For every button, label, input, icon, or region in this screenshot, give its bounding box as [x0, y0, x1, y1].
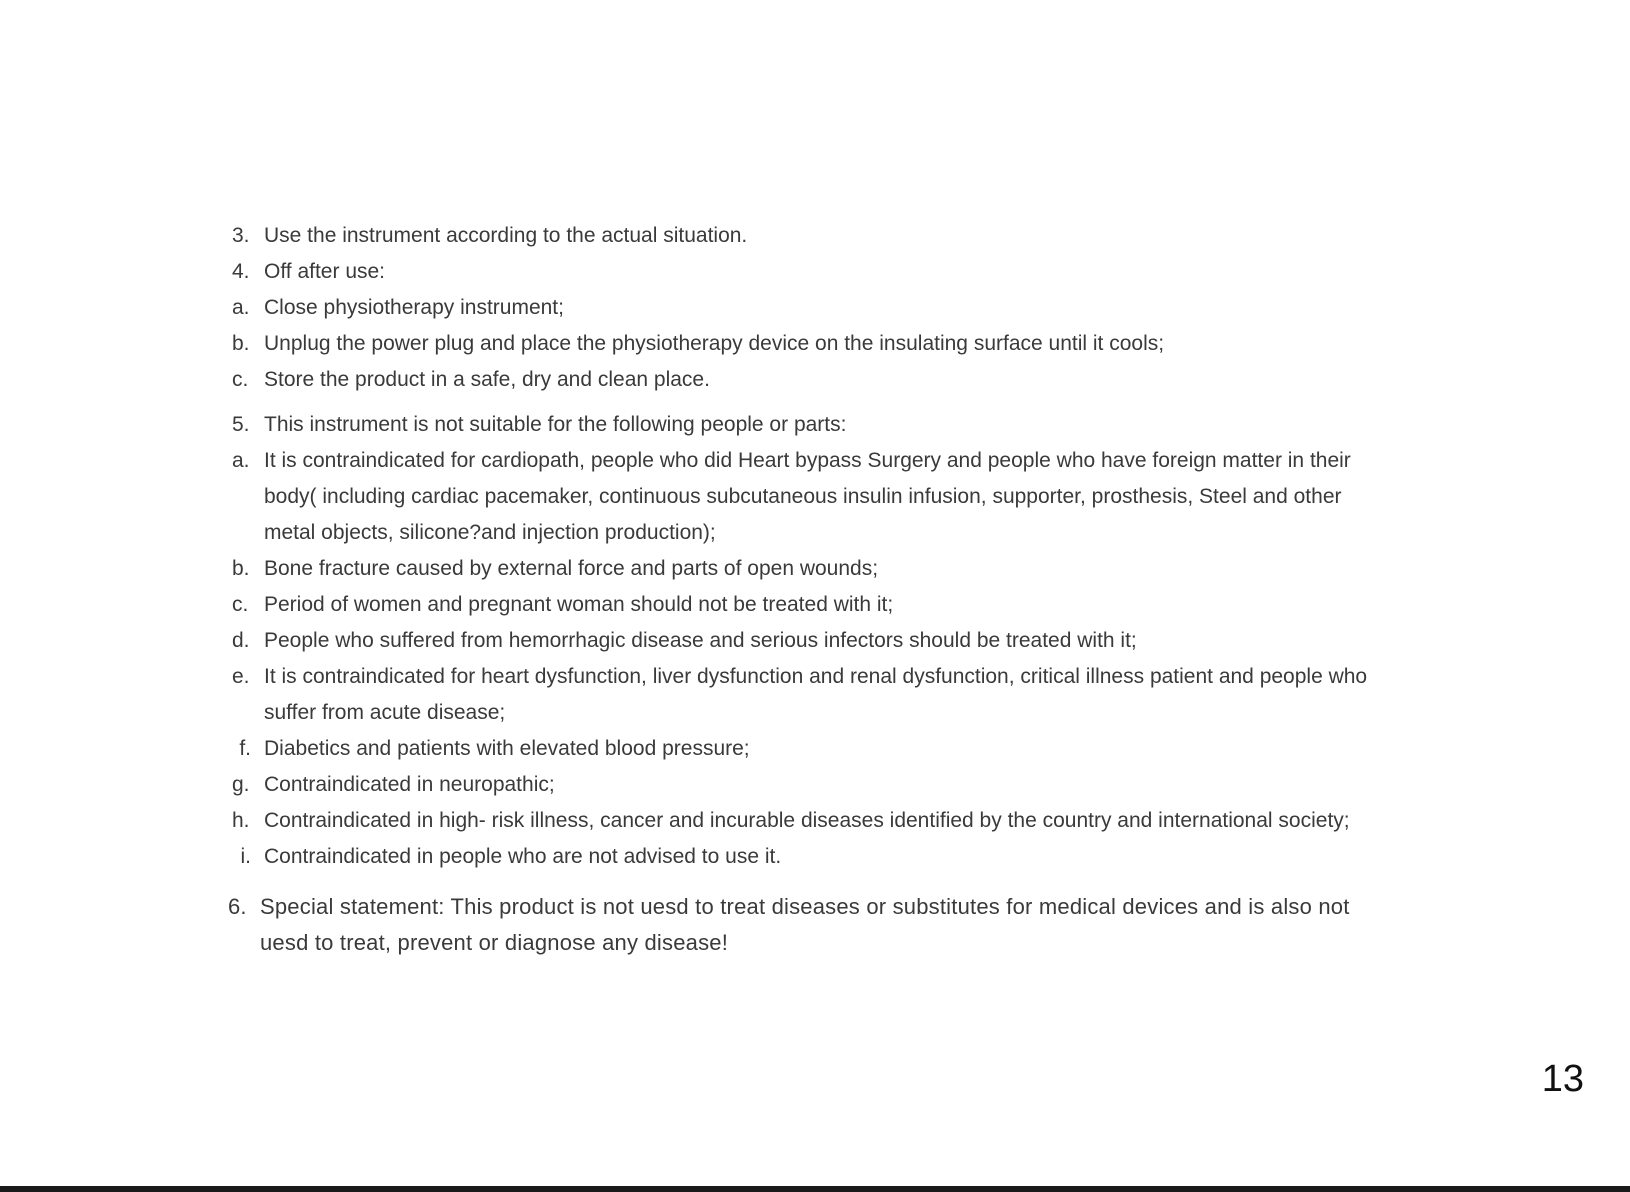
statement-line [232, 925, 1462, 961]
list-item [232, 587, 1462, 623]
list-item [232, 326, 1462, 362]
item-text: suffer from acute disease; [264, 701, 506, 724]
item-text: It is contraindicated for heart dysfunction, liver dysfunction and renal dysfunction, critical illness patient and people who [264, 665, 1368, 688]
item-marker: 6. [228, 894, 247, 919]
list-item [232, 767, 1462, 803]
section-spacer [232, 398, 1462, 407]
item-marker: 4. [232, 260, 250, 283]
list-item [232, 839, 1462, 875]
item-marker: 3. [232, 224, 250, 247]
item-marker: f. [239, 737, 251, 760]
item-text: Contraindicated in neuropathic; [264, 773, 555, 796]
page-bottom-border [0, 1186, 1630, 1192]
list-item [232, 551, 1462, 587]
item-text: Bone fracture caused by external force and parts of open wounds; [264, 557, 879, 580]
item-text: metal objects, silicone?and injection production); [264, 521, 716, 544]
list-item [232, 623, 1462, 659]
list-item [232, 731, 1462, 767]
item-text: It is contraindicated for cardiopath, people who did Heart bypass Surgery and people who have foreign matter in their [264, 449, 1351, 472]
list-item [232, 254, 1462, 290]
item-marker: e. [232, 665, 250, 688]
item-marker: b. [232, 332, 250, 355]
special-statement [228, 889, 1462, 961]
item-text: body( including cardiac pacemaker, continuous subcutaneous insulin infusion, supporter, prosthesis, Steel and other [264, 485, 1342, 508]
list-item-continuation [232, 479, 1462, 515]
item-marker: c. [232, 593, 249, 616]
item-marker: a. [232, 449, 250, 472]
instructions-list [228, 218, 1462, 961]
page-number: 13 [1541, 1058, 1584, 1100]
item-marker: g. [232, 773, 250, 796]
list-item [232, 290, 1462, 326]
item-text: People who suffered from hemorrhagic disease and serious infectors should be treated with it; [264, 629, 1137, 652]
list-item [232, 407, 1462, 443]
item-marker: d. [232, 629, 250, 652]
item-text: Contraindicated in high- risk illness, cancer and incurable diseases identified by the country and international society; [264, 809, 1350, 832]
list-item [232, 659, 1462, 695]
list-item-continuation [232, 515, 1462, 551]
item-text: uesd to treat, prevent or diagnose any disease! [260, 930, 729, 955]
list-item [232, 218, 1462, 254]
item-text: Use the instrument according to the actual situation. [264, 224, 748, 247]
item-text: Close physiotherapy instrument; [264, 296, 564, 319]
item-marker: a. [232, 296, 250, 319]
item-text: Store the product in a safe, dry and clean place. [264, 368, 710, 391]
item-text: This instrument is not suitable for the following people or parts: [264, 413, 847, 436]
item-text: Period of women and pregnant woman should not be treated with it; [264, 593, 894, 616]
item-marker: h. [232, 809, 250, 832]
item-text: Diabetics and patients with elevated blood pressure; [264, 737, 750, 760]
item-text: Special statement: This product is not uesd to treat diseases or substitutes for medical devices and is also not [260, 894, 1350, 919]
item-marker: b. [232, 557, 250, 580]
list-item [232, 803, 1462, 839]
list-item [232, 362, 1462, 398]
item-text: Unplug the power plug and place the physiotherapy device on the insulating surface until it cools; [264, 332, 1165, 355]
list-item [232, 443, 1462, 479]
list-item-continuation [232, 695, 1462, 731]
item-text: Off after use: [264, 260, 386, 283]
item-marker: i. [240, 845, 251, 868]
item-marker: 5. [232, 413, 250, 436]
item-text: Contraindicated in people who are not advised to use it. [264, 845, 782, 868]
section-spacer [232, 875, 1462, 889]
item-marker: c. [232, 368, 249, 391]
statement-line [228, 889, 1462, 925]
